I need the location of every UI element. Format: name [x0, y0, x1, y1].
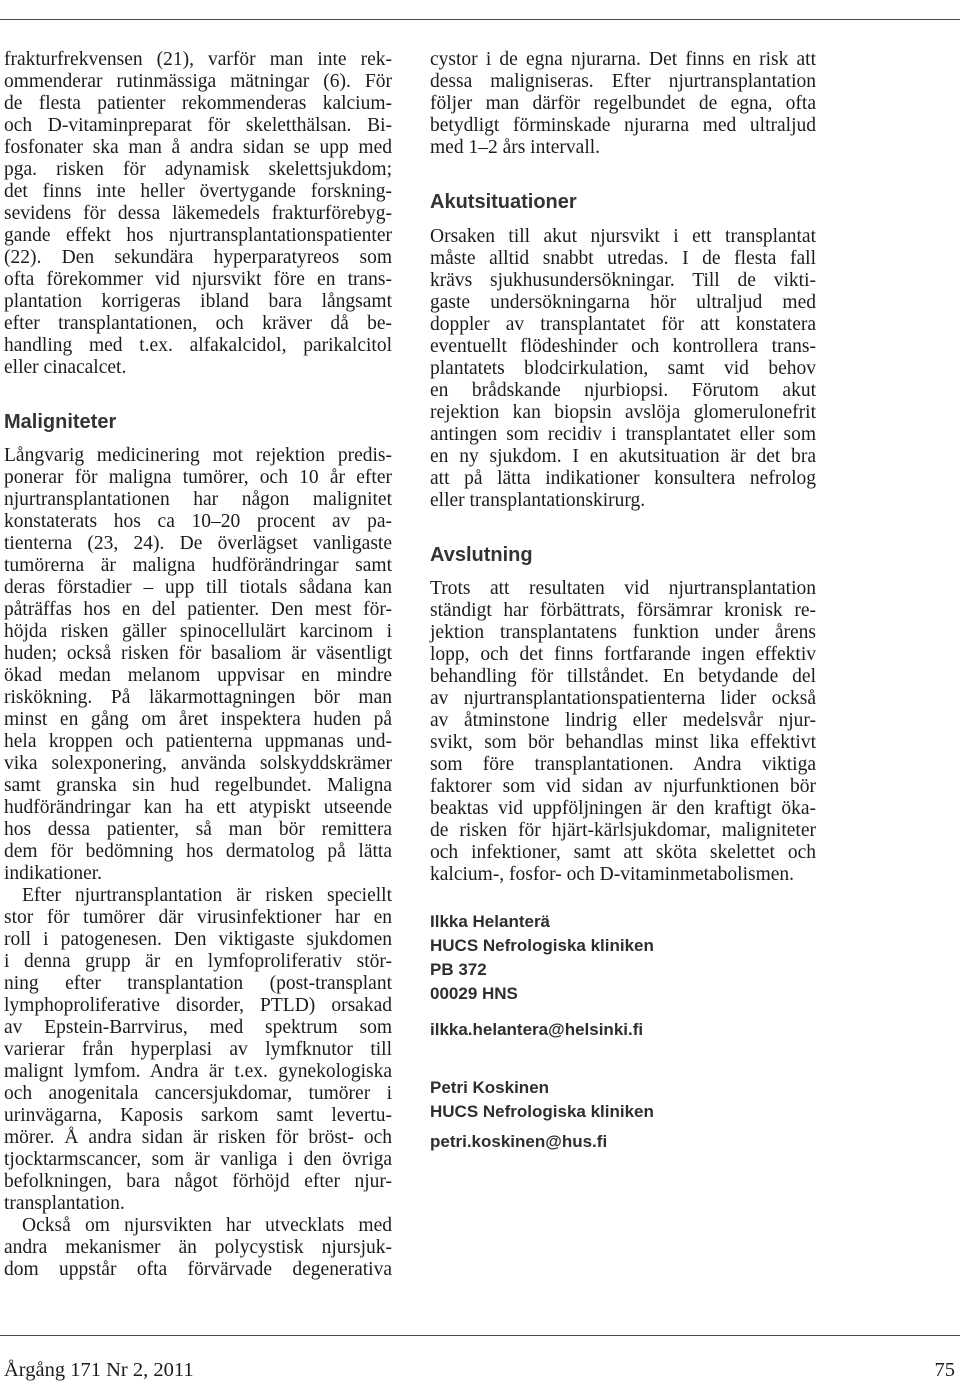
text-line: vika solexponering, använda solskyddskrämer — [4, 753, 392, 774]
section-heading-avslutning: Avslutning — [430, 544, 533, 566]
text-line: Orsaken till akut njursvikt i ett transplantat — [430, 226, 816, 247]
text-line: som före transplantationen. Andra viktiga — [430, 754, 816, 775]
text-line: roll i patogenesen. Den viktigaste sjukdomen — [4, 929, 392, 950]
paragraph — [4, 49, 392, 379]
text-line: att på lätta indikationer konsultera nefrolog — [430, 468, 816, 489]
text-line: indikationer. — [4, 863, 103, 884]
text-line: höjda risken gäller spinocellulärt karcinom i — [4, 621, 392, 642]
author-email: ilkka.helantera@helsinki.fi — [430, 1020, 644, 1039]
text-line: samt granska sin hud regelbundet. Maligna — [4, 775, 392, 796]
text-line: Också om njursvikten har utvecklats med — [22, 1215, 392, 1236]
text-line: sevidens för dessa läkemedels frakturförebyg- — [4, 203, 392, 224]
text-line: dem för bedömning hos dermatolog på lätta — [4, 841, 392, 862]
text-line: minst en gång om året inspektera huden på — [4, 709, 392, 730]
text-line: krävs sjukhusundersökningar. Till de vikti- — [430, 270, 816, 291]
text-line: konstaterats hos ca 10–20 procent av pa- — [4, 511, 392, 532]
text-line: varierar från hyperplasi av lymfknutor till — [4, 1039, 392, 1060]
text-line: riskökning. På läkarmottagningen bör man — [4, 687, 392, 708]
text-line: ofta förekommer vid njursvikt före en trans- — [4, 269, 392, 290]
text-line: frakturfrekvensen (21), varför man inte rek- — [4, 49, 392, 70]
paragraph — [430, 49, 816, 159]
text-line: betydligt förminskade njurarna med ultraljud — [430, 115, 816, 136]
text-line: antingen som recidiv i transplantatet eller som — [430, 424, 816, 445]
text-line: rejektion kan biopsin avslöja glomerulonefrit — [430, 402, 816, 423]
text-line: huden; också risken för basaliom är väsentligt — [4, 643, 392, 664]
text-line: hos dessa patienter, så man bör remittera — [4, 819, 392, 840]
text-line: plantatets blodcirkulation, samt vid behov — [430, 358, 816, 379]
text-line: stor för tumörer där virusinfektioner har en — [4, 907, 392, 928]
text-line: (22). Den sekundära hyperparatyreos som — [4, 247, 392, 268]
text-line: hudförändringar kan ha ett atypiskt utseende — [4, 797, 392, 818]
author-affiliation: HUCS Nefrologiska kliniken — [430, 936, 654, 955]
text-line: befolkningen, bara något förhöjd efter njur- — [4, 1171, 392, 1192]
text-line: beaktas vid uppföljningen är den kraftigt öka- — [430, 798, 816, 819]
footer-page-number: 75 — [934, 1359, 955, 1381]
bottom-rule — [0, 1335, 960, 1336]
text-line: eller cinacalcet. — [4, 357, 127, 378]
paragraph — [4, 885, 392, 1215]
author-postal-code: 00029 HNS — [430, 984, 518, 1003]
author-name: Petri Koskinen — [430, 1078, 550, 1097]
text-line: malignt lymfom. Andra är t.ex. gynekologiska — [4, 1061, 392, 1082]
text-line: dessa maligniseras. Efter njurtransplantation — [430, 71, 816, 92]
text-line: dom uppstår ofta förvärvade degenerativa — [4, 1259, 392, 1280]
author-block — [430, 1076, 816, 1124]
text-line: ständigt har förbättrats, försämrar kronisk re- — [430, 600, 816, 621]
text-line: med 1–2 års intervall. — [430, 137, 601, 158]
right-column — [430, 0, 816, 1300]
paragraph — [430, 226, 816, 512]
text-line: av Epstein-Barrvirus, med spektrum som — [4, 1017, 392, 1038]
text-line: Långvarig medicinering mot rejektion predis- — [4, 445, 392, 466]
text-line: och D-vitaminpreparat för skeletthälsan. Bi- — [4, 115, 392, 136]
paragraph — [430, 578, 816, 886]
text-line: pga. risken för adynamisk skelettsjukdom; — [4, 159, 392, 180]
paragraph-continues — [4, 1215, 392, 1281]
author-name: Ilkka Helanterä — [430, 912, 551, 931]
text-line: de risken för hjärt-kärlsjukdomar, maligniteter — [430, 820, 816, 841]
text-line: följer man därför regelbundet de egna, ofta — [430, 93, 816, 114]
text-line: påträffas hos en del patienter. Den mest för- — [4, 599, 392, 620]
text-line: ning efter transplantation (post-transplant — [4, 973, 392, 994]
text-line: av åtminstone lindrig eller medelsvår njur- — [430, 710, 816, 731]
text-line: ommenderar rutinmässiga mätningar (6). För — [4, 71, 392, 92]
text-line: i denna grupp är en lymfoproliferativ stör- — [4, 951, 392, 972]
section-heading-maligniteter: Maligniteter — [4, 411, 117, 433]
text-line: gande effekt hos njurtransplantationspatienter — [4, 225, 392, 246]
text-line: handling med t.ex. alfakalcidol, parikalcitol — [4, 335, 392, 356]
text-line: deras förstadier – upp till tiotals sådana kan — [4, 577, 392, 598]
text-line: svikt, som bör behandlas minst lika effektivt — [430, 732, 816, 753]
text-line: av njurtransplantationspatienterna lider också — [430, 688, 816, 709]
text-line: tumörerna är maligna hudförändringar samt — [4, 555, 392, 576]
text-line: mörer. Å andra sidan är risken för bröst- och — [4, 1127, 392, 1148]
text-line: andra mekanismer än polycystisk njursjuk- — [4, 1237, 392, 1258]
paragraph — [4, 445, 392, 885]
text-line: jektion transplantatens funktion under årens — [430, 622, 816, 643]
text-line: en ny sjukdom. I en akutsituation är det bra — [430, 446, 816, 467]
section-heading-akutsituationer: Akutsituationer — [430, 191, 577, 213]
text-line: gaste undersökningarna hör ultraljud med — [430, 292, 816, 313]
text-line: doppler av transplantatet för att konstatera — [430, 314, 816, 335]
text-line: hela kroppen och patienterna uppmanas und- — [4, 731, 392, 752]
text-line: och anogenitala cancersjukdomar, tumörer i — [4, 1083, 392, 1104]
text-line: plantation korrigeras ibland bara långsamt — [4, 291, 392, 312]
text-line: Trots att resultaten vid njurtransplantation — [430, 578, 816, 599]
author-affiliation: HUCS Nefrologiska kliniken — [430, 1102, 654, 1121]
text-line: en brådskande njurbiopsi. Förutom akut — [430, 380, 816, 401]
text-line: fosfonater ska man å andra sidan se upp med — [4, 137, 392, 158]
footer-issue: Årgång 171 Nr 2, 2011 — [4, 1359, 194, 1381]
text-line: tienterna (23, 24). De överlägset vanligaste — [4, 533, 392, 554]
text-line: faktorer som vid sidan av njurfunktionen bör — [430, 776, 816, 797]
text-line: lopp, och det finns fortfarande ingen effektiv — [430, 644, 816, 665]
left-column — [4, 0, 392, 1300]
text-line: och infektioner, samt att sköta skelettet och — [430, 842, 816, 863]
text-line: cystor i de egna njurarna. Det finns en risk att — [430, 49, 816, 70]
text-line: ökad medan melanom uppvisar en mindre — [4, 665, 392, 686]
text-line: lymphoproliferative disorder, PTLD) orsakad — [4, 995, 392, 1016]
text-line: transplantation. — [4, 1193, 125, 1214]
author-email: petri.koskinen@hus.fi — [430, 1132, 608, 1151]
text-line: eller transplantationskirurg. — [430, 490, 646, 511]
text-line: Efter njurtransplantation är risken speciellt — [22, 885, 392, 906]
text-line: njurtransplantationen har någon malignitet — [4, 489, 392, 510]
text-line: eventuellt flödeshinder och kontrollera trans- — [430, 336, 816, 357]
text-line: efter transplantationen, och kräver då be- — [4, 313, 392, 334]
text-line: tjocktarmscancer, som är vanliga i den övriga — [4, 1149, 392, 1170]
text-line: ponerar för maligna tumörer, och 10 år efter — [4, 467, 392, 488]
text-line: de flesta patienter rekommenderas kalcium- — [4, 93, 392, 114]
text-line: det finns inte heller övertygande forskning- — [4, 181, 392, 202]
text-line: behandling för tillståndet. En betydande del — [430, 666, 816, 687]
text-line: urinvägarna, Kaposis sarkom samt levertu- — [4, 1105, 392, 1126]
author-po-box: PB 372 — [430, 960, 487, 979]
text-line: kalcium-, fosfor- och D-vitaminmetabolismen. — [430, 864, 795, 885]
text-line: måste alltid snabbt utredas. I de flesta fall — [430, 248, 816, 269]
author-block — [430, 910, 816, 1006]
